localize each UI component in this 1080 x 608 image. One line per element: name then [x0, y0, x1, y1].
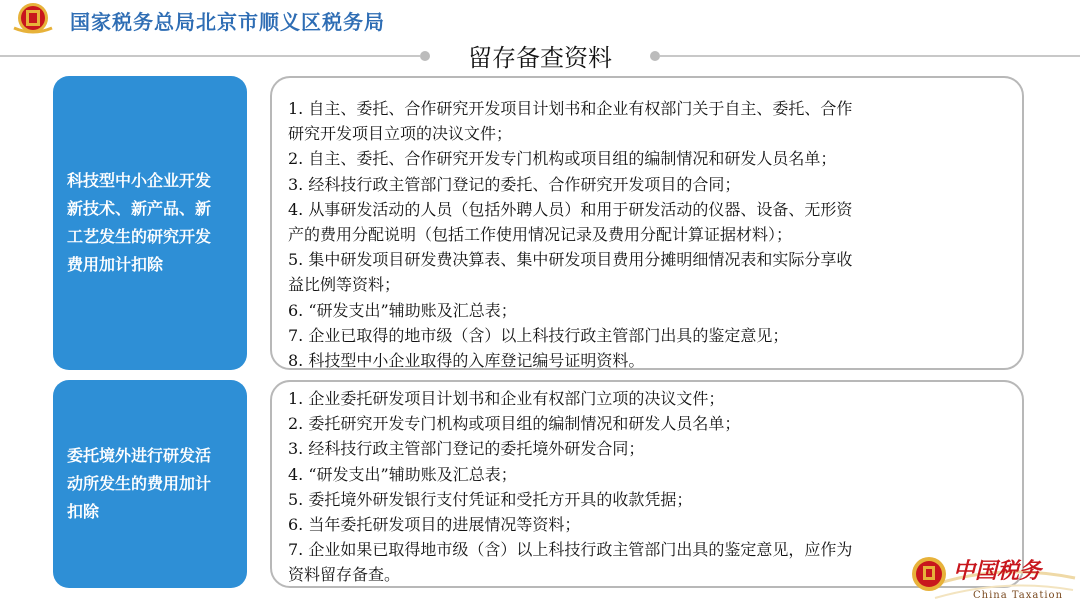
- list-line: 4. 从事研发活动的人员（包括外聘人员）和用于研发活动的仪器、设备、无形资: [288, 199, 853, 219]
- china-taxation-logo: [905, 548, 1077, 606]
- list-line: 6. 当年委托研发项目的进展情况等资料；: [288, 515, 581, 535]
- category-box-overseas-rd: [53, 380, 247, 588]
- category-label: 委托境外进行研发活 动所发生的费用加计 扣除: [67, 446, 212, 521]
- title-divider-left: [0, 55, 420, 57]
- list-line: 产的费用分配说明（包括工作使用情况记录及费用分配计算证据材料）；: [288, 225, 793, 245]
- category-label: 科技型中小企业开发 新技术、新产品、新 工艺发生的研究开发 费用加计扣除: [67, 171, 212, 274]
- title-divider-right: [660, 55, 1080, 57]
- list-line: 1. 自主、委托、合作研究开发项目计划书和企业有权部门关于自主、委托、合作: [288, 99, 853, 118]
- list-line: 2. 自主、委托、合作研究开发专门机构或项目组的编制情况和研发人员名单；: [288, 149, 837, 169]
- list-line: 1. 企业委托研发项目计划书和企业有权部门立项的决议文件；: [288, 389, 725, 408]
- list-line: 6. “研发支出”辅助账及汇总表；: [288, 300, 517, 320]
- watermark-en-text: China Taxation: [973, 590, 1064, 601]
- page-title: 留存备查资料: [468, 44, 612, 72]
- list-line: 7. 企业如果已取得地市级（含）以上科技行政主管部门出具的鉴定意见，应作为: [288, 540, 853, 560]
- list-line: 益比例等资料；: [288, 275, 401, 295]
- list-line: 2. 委托研究开发专门机构或项目组的编制情况和研发人员名单；: [288, 414, 741, 434]
- tax-emblem-icon: [4, 2, 62, 34]
- list-line: 资料留存备查。: [288, 565, 401, 585]
- list-line: 8. 科技型中小企业取得的入库登记编号证明资料。: [288, 351, 645, 371]
- category-box-tech-sme: [53, 76, 247, 370]
- list-line: 3. 经科技行政主管部门登记的委托境外研发合同；: [288, 439, 645, 459]
- list-line: 4. “研发支出”辅助账及汇总表；: [288, 464, 517, 484]
- header-bar: [0, 0, 1080, 38]
- organization-name: 国家税务总局北京市顺义区税务局: [70, 10, 385, 34]
- materials-list-tech-sme: [270, 76, 1024, 370]
- title-dot-right: [650, 51, 660, 61]
- list-line: 5. 委托境外研发银行支付凭证和受托方开具的收款凭据；: [288, 489, 693, 509]
- list-line: 5. 集中研发项目研发费决算表、集中研发项目费用分摊明细情况表和实际分享收: [288, 250, 853, 270]
- watermark-cn-text: 中国税务: [953, 558, 1042, 584]
- list-line: 7. 企业已取得的地市级（含）以上科技行政主管部门出具的鉴定意见；: [288, 325, 789, 345]
- list-line: 研究开发项目立项的决议文件；: [288, 124, 513, 144]
- list-line: 3. 经科技行政主管部门登记的委托、合作研究开发项目的合同；: [288, 174, 741, 194]
